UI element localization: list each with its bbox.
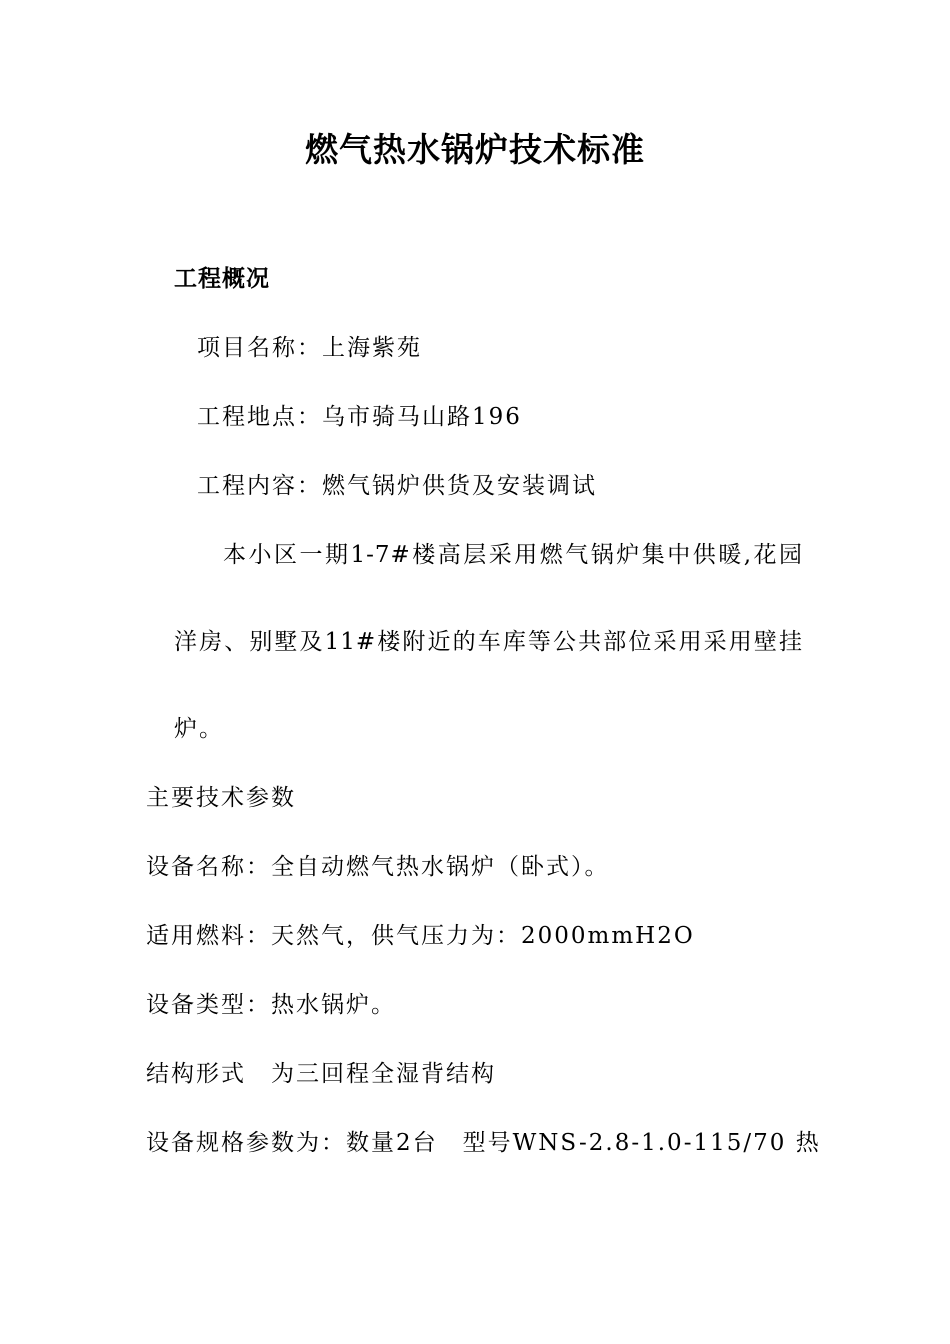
- document-title: 燃气热水锅炉技术标准: [305, 130, 645, 169]
- project-name-line: 项目名称：上海紫苑: [197, 335, 422, 361]
- project-content-line: 工程内容：燃气锅炉供货及安装调试: [197, 473, 597, 499]
- equipment-type-line: 设备类型：热水锅炉。: [146, 992, 396, 1018]
- paragraph-line-3: 炉。: [174, 716, 224, 742]
- paragraph-line-1: 本小区一期1-7#楼高层采用燃气锅炉集中供暖,花园: [223, 542, 803, 568]
- project-location-line: 工程地点：乌市骑马山路196: [197, 404, 522, 430]
- paragraph-line-2: 洋房、别墅及11#楼附近的车库等公共部位采用采用壁挂: [174, 629, 803, 655]
- structure-line: 结构形式 为三回程全湿背结构: [146, 1061, 496, 1087]
- section-heading-technical-parameters: 主要技术参数: [146, 785, 296, 811]
- fuel-line: 适用燃料：天然气，供气压力为：2000mmH2O: [146, 923, 695, 949]
- section-heading-project-overview: 工程概况: [174, 266, 270, 292]
- equipment-name-line: 设备名称：全自动燃气热水锅炉（卧式）。: [146, 854, 610, 880]
- spec-line: 设备规格参数为：数量2台 型号WNS-2.8-1.0-115/70 热: [146, 1130, 821, 1156]
